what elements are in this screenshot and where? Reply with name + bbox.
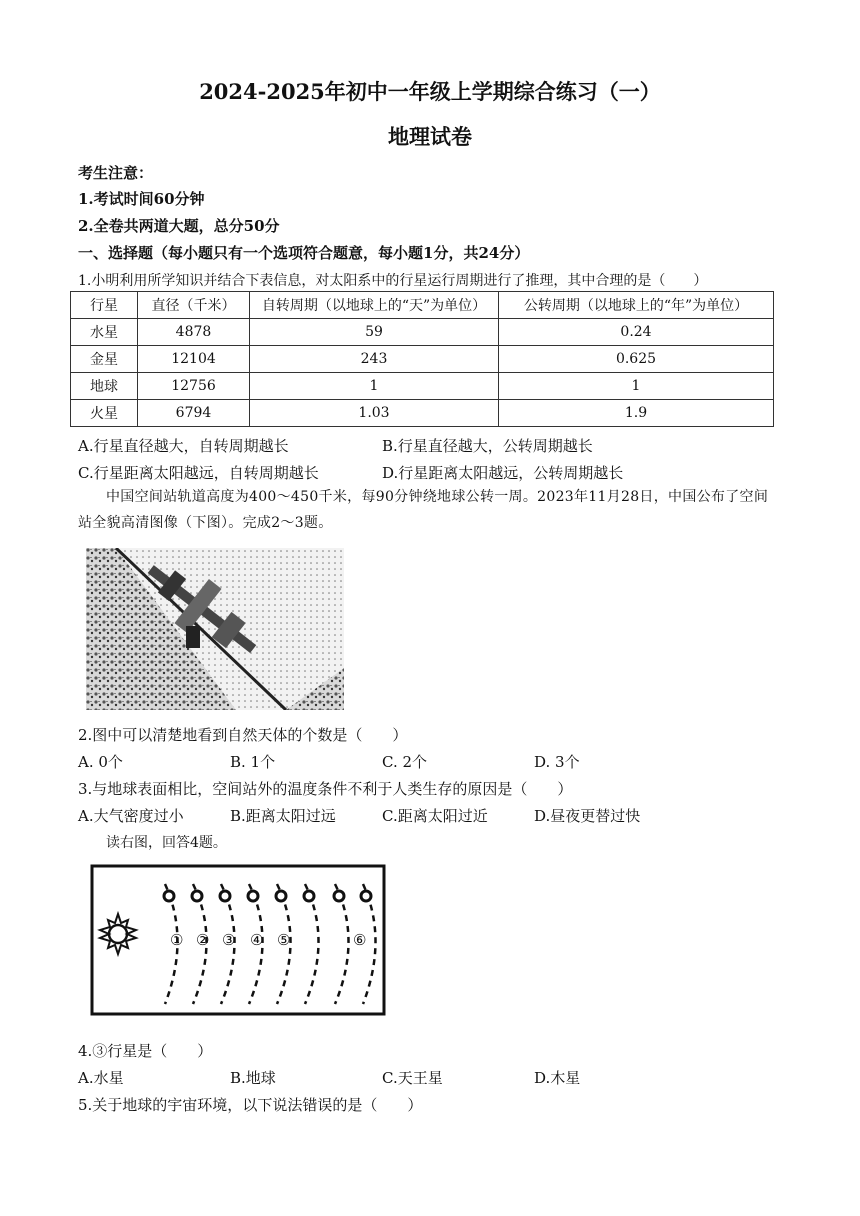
table-row (71, 373, 774, 400)
q2-option-b: B. 1个 (230, 753, 276, 771)
diagram-label-2: ② (196, 931, 210, 949)
diagram-label-4: ④ (250, 931, 264, 949)
table-cell: 1.03 (250, 400, 499, 427)
q3-option-a: A.大气密度过小 (78, 807, 184, 825)
table-cell: 1 (499, 373, 774, 400)
q2-option-c: C. 2个 (382, 753, 428, 771)
q1-option-d: D.行星距离太阳越远，公转周期越长 (382, 464, 624, 482)
diagram-label-5: ⑤ (277, 931, 291, 949)
q2-option-d: D. 3个 (534, 753, 580, 771)
table-cell: 0.24 (499, 319, 774, 346)
table-row (71, 319, 774, 346)
q3-option-c: C.距离太阳过近 (382, 807, 488, 825)
table-header-cell: 行星 (71, 292, 138, 319)
passage-text: 中国空间站轨道高度为400～450千米，每90分钟绕地球公转一周。2023年11月28日，中国公布了空间站全貌高清图像（下图）。完成2～3题。 (78, 489, 769, 531)
diagram-label-1: ① (170, 931, 184, 949)
table-cell: 地球 (71, 373, 138, 400)
q3-stem: 3.与地球表面相比，空间站外的温度条件不利于人类生存的原因是（ ） (78, 780, 573, 798)
table-row (71, 400, 774, 427)
q1-stem: 1.小明利用所学知识并结合下表信息，对太阳系中的行星运行周期进行了推理，其中合理的是（ ） (78, 273, 708, 289)
table-header-cell: 直径（千米） (138, 292, 250, 319)
read-note: 读右图，回答4题。 (106, 835, 227, 851)
notice-heading: 考生注意： (78, 164, 154, 182)
table-cell: 水星 (71, 319, 138, 346)
notice-item-1: 1.考试时间60分钟 (78, 190, 205, 208)
table-header-row (71, 292, 774, 319)
table-cell: 火星 (71, 400, 138, 427)
table-cell: 1 (250, 373, 499, 400)
space-station-photo (86, 548, 344, 710)
q3-option-d: D.昼夜更替过快 (534, 807, 641, 825)
exam-title: 2024-2025年初中一年级上学期综合练习（一） (199, 79, 661, 104)
q3-option-b: B.距离太阳过远 (230, 807, 336, 825)
table-cell: 金星 (71, 346, 138, 373)
q2-stem: 2.图中可以清楚地看到自然天体的个数是（ ） (78, 726, 408, 744)
table-cell: 59 (250, 319, 499, 346)
table-cell: 243 (250, 346, 499, 373)
table-cell: 12756 (138, 373, 250, 400)
table-row (71, 346, 774, 373)
q4-stem: 4.③行星是（ ） (78, 1042, 213, 1060)
q5-stem: 5.关于地球的宇宙环境，以下说法错误的是（ ） (78, 1096, 423, 1114)
planet-table (70, 291, 774, 427)
table-cell: 1.9 (499, 400, 774, 427)
q4-option-d: D.木星 (534, 1069, 581, 1087)
diagram-label-3: ③ (222, 931, 236, 949)
exam-subtitle: 地理试卷 (388, 124, 472, 149)
table-cell: 0.625 (499, 346, 774, 373)
notice-item-2: 2.全卷共两道大题，总分50分 (78, 217, 280, 235)
table-cell: 4878 (138, 319, 250, 346)
diagram-frame (90, 864, 386, 1016)
table-cell: 12104 (138, 346, 250, 373)
q1-option-a: A.行星直径越大，自转周期越长 (78, 437, 289, 455)
table-header-cell: 自转周期（以地球上的“天”为单位） (250, 292, 499, 319)
diagram-label-6: ⑥ (353, 931, 367, 949)
section-heading: 一、选择题（每小题只有一个选项符合题意，每小题1分，共24分） (78, 244, 530, 262)
table-cell: 6794 (138, 400, 250, 427)
q4-option-c: C.天王星 (382, 1069, 443, 1087)
q4-option-b: B.地球 (230, 1069, 276, 1087)
q1-option-c: C.行星距离太阳越远，自转周期越长 (78, 464, 319, 482)
table-header-cell: 公转周期（以地球上的“年”为单位） (499, 292, 774, 319)
q1-option-b: B.行星直径越大，公转周期越长 (382, 437, 593, 455)
q4-option-a: A.水星 (78, 1069, 124, 1087)
solar-system-diagram (90, 864, 386, 1016)
q2-option-a: A. 0个 (78, 753, 123, 771)
